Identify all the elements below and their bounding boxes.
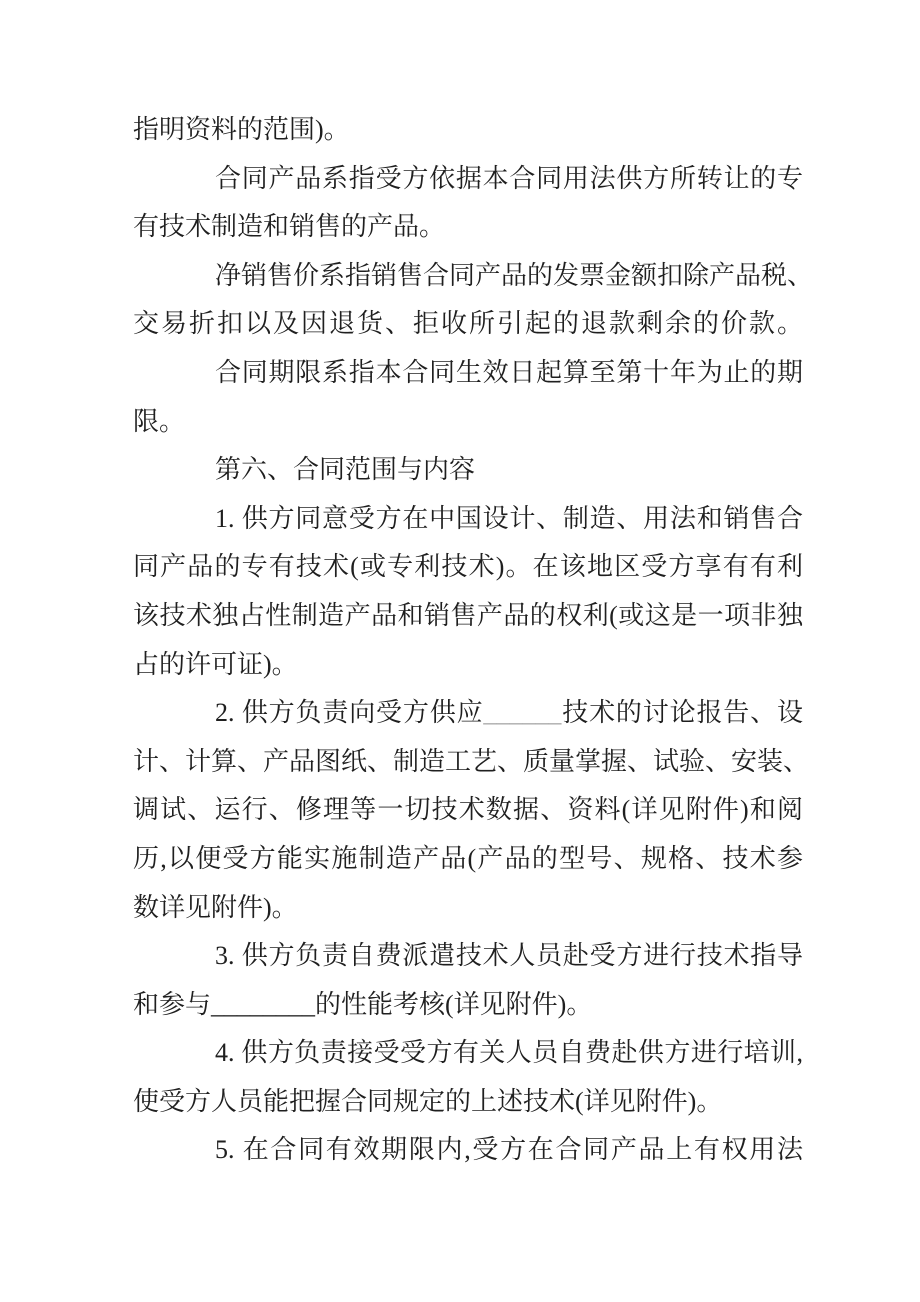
text-segment: 同产品的专有技术(或专利技术)。在该地区受方享有有利 (133, 552, 803, 582)
text-line (133, 981, 803, 1030)
text-segment: 4. 供方负责接受受方有关人员自费赴供方进行培训, (215, 1038, 803, 1068)
text-line (133, 1126, 803, 1175)
text-line (133, 495, 803, 544)
text-segment: 和参与 (133, 989, 212, 1019)
text-line (133, 155, 803, 204)
text-segment: 第六、合同范围与内容 (215, 455, 476, 485)
text-line (133, 641, 803, 690)
text-segment: 的性能考核(详见附件)。 (315, 989, 593, 1019)
text-segment: 2. 供方负责向受方供应 (215, 698, 484, 728)
text-segment: 交易折扣以及因退货、拒收所引起的退款剩余的价款。 (133, 309, 803, 339)
text-line (133, 543, 803, 592)
text-segment: 3. 供方负责自费派遣技术人员赴受方进行技术指导 (215, 941, 803, 971)
text-line (133, 252, 814, 301)
text-segment: 计、计算、产品图纸、制造工艺、质量掌握、试验、安装、 (133, 746, 810, 776)
text-line (133, 738, 810, 787)
text-line (133, 786, 803, 835)
text-segment: 占的许可证)。 (133, 649, 298, 679)
text-segment: 技术的讨论报告、设 (561, 698, 803, 728)
blank-field: ________ (211, 989, 316, 1019)
text-line (133, 349, 803, 398)
text-line (133, 300, 803, 349)
text-segment: 合同期限系指本合同生效日起算至第十年为止的期 (215, 357, 803, 387)
text-segment: 使受方人员能把握合同规定的上述技术(详见附件)。 (133, 1086, 723, 1116)
text-segment: 历,以便受方能实施制造产品(产品的型号、规格、技术参 (133, 843, 803, 873)
text-line (133, 446, 803, 495)
text-line (133, 689, 803, 738)
text-line (133, 203, 803, 252)
text-segment: 有技术制造和销售的产品。 (133, 212, 446, 242)
text-line (133, 932, 803, 981)
text-segment: 5. 在合同有效期限内,受方在合同产品上有权用法 (215, 1135, 803, 1165)
text-segment: 净销售价系指销售合同产品的发票金额扣除产品税、 (215, 260, 814, 290)
text-line (133, 835, 803, 884)
text-segment: 数详见附件)。 (133, 892, 298, 922)
text-segment: 该技术独占性制造产品和销售产品的权利(或这是一项非独 (133, 600, 803, 630)
text-segment: 限。 (133, 406, 186, 436)
text-segment: 1. 供方同意受方在中国设计、制造、用法和销售合 (215, 503, 803, 533)
text-line (133, 398, 803, 447)
blank-field: ______ (483, 698, 562, 728)
text-line (133, 884, 803, 933)
text-line (133, 1029, 803, 1078)
text-segment: 调试、运行、修理等一切技术数据、资料(详见附件)和阅 (133, 795, 803, 825)
contract-text (133, 106, 814, 1175)
text-line (133, 592, 803, 641)
text-segment: 合同产品系指受方依据本合同用法供方所转让的专 (215, 163, 803, 193)
text-segment: 指明资料的范围)。 (133, 115, 350, 144)
text-line (133, 1078, 803, 1127)
text-line (133, 106, 803, 155)
